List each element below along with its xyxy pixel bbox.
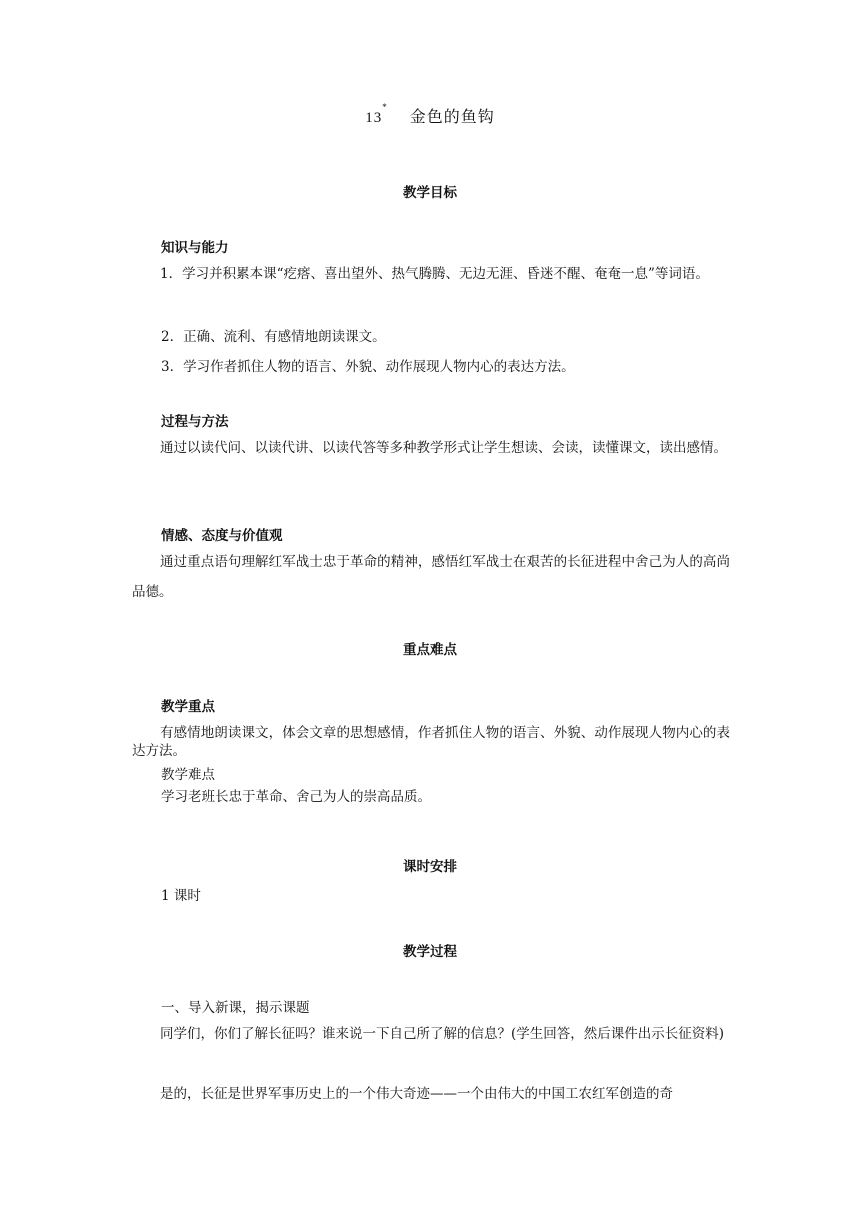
- subheading-emotion: 情感、态度与价值观: [161, 528, 283, 544]
- focus-text: 有感情地朗读课文，体会文章的思想感情，作者抓住人物的语言、外貌、动作展现人物内心的表达方法。: [132, 725, 730, 759]
- lesson-name: 金色的鱼钩: [409, 107, 495, 126]
- schedule-text: 1 课时: [161, 888, 201, 904]
- heading-keypoints: 重点难点: [403, 642, 457, 658]
- lesson-title: [0, 104, 860, 127]
- difficulty-text: 学习老班长忠于革命、舍己为人的崇高品质。: [161, 789, 431, 805]
- objective-item-1: 1．学习并积累本课“疙瘩、喜出望外、热气腾腾、无边无涯、昏迷不醒、奄奄一息”等词语。: [160, 266, 709, 282]
- emotion-text: 通过重点语句理解红军战士忠于革命的精神，感悟红军战士在艰苦的长征进程中舍己为人的高尚品德。: [132, 554, 730, 600]
- process-text: 通过以读代问、以读代讲、以读代答等多种教学形式让学生想读、会读，读懂课文，读出感情。: [160, 440, 727, 456]
- heading-procedure: 教学过程: [403, 944, 457, 960]
- objective-item-2: 2．正确、流利、有感情地朗读课文。: [161, 329, 386, 345]
- subheading-knowledge: 知识与能力: [161, 240, 229, 256]
- subheading-focus: 教学重点: [161, 699, 215, 715]
- heading-schedule: 课时安排: [403, 859, 457, 875]
- heading-objectives: 教学目标: [403, 185, 457, 201]
- subheading-process: 过程与方法: [161, 414, 229, 430]
- lesson-number: 13: [365, 110, 383, 126]
- lesson-mark: *: [382, 102, 388, 112]
- procedure-paragraph-1: 同学们，你们了解长征吗？谁来说一下自己所了解的信息？(学生回答，然后课件出示长征资料): [160, 1026, 725, 1042]
- procedure-step-1: 一、导入新课，揭示课题: [161, 1000, 310, 1016]
- objective-item-3: 3．学习作者抓住人物的语言、外貌、动作展现人物内心的表达方法。: [161, 359, 575, 375]
- difficulty-label: 教学难点: [161, 767, 215, 783]
- procedure-paragraph-2: 是的，长征是世界军事历史上的一个伟大奇迹——一个由伟大的中国工农红军创造的奇: [160, 1086, 673, 1102]
